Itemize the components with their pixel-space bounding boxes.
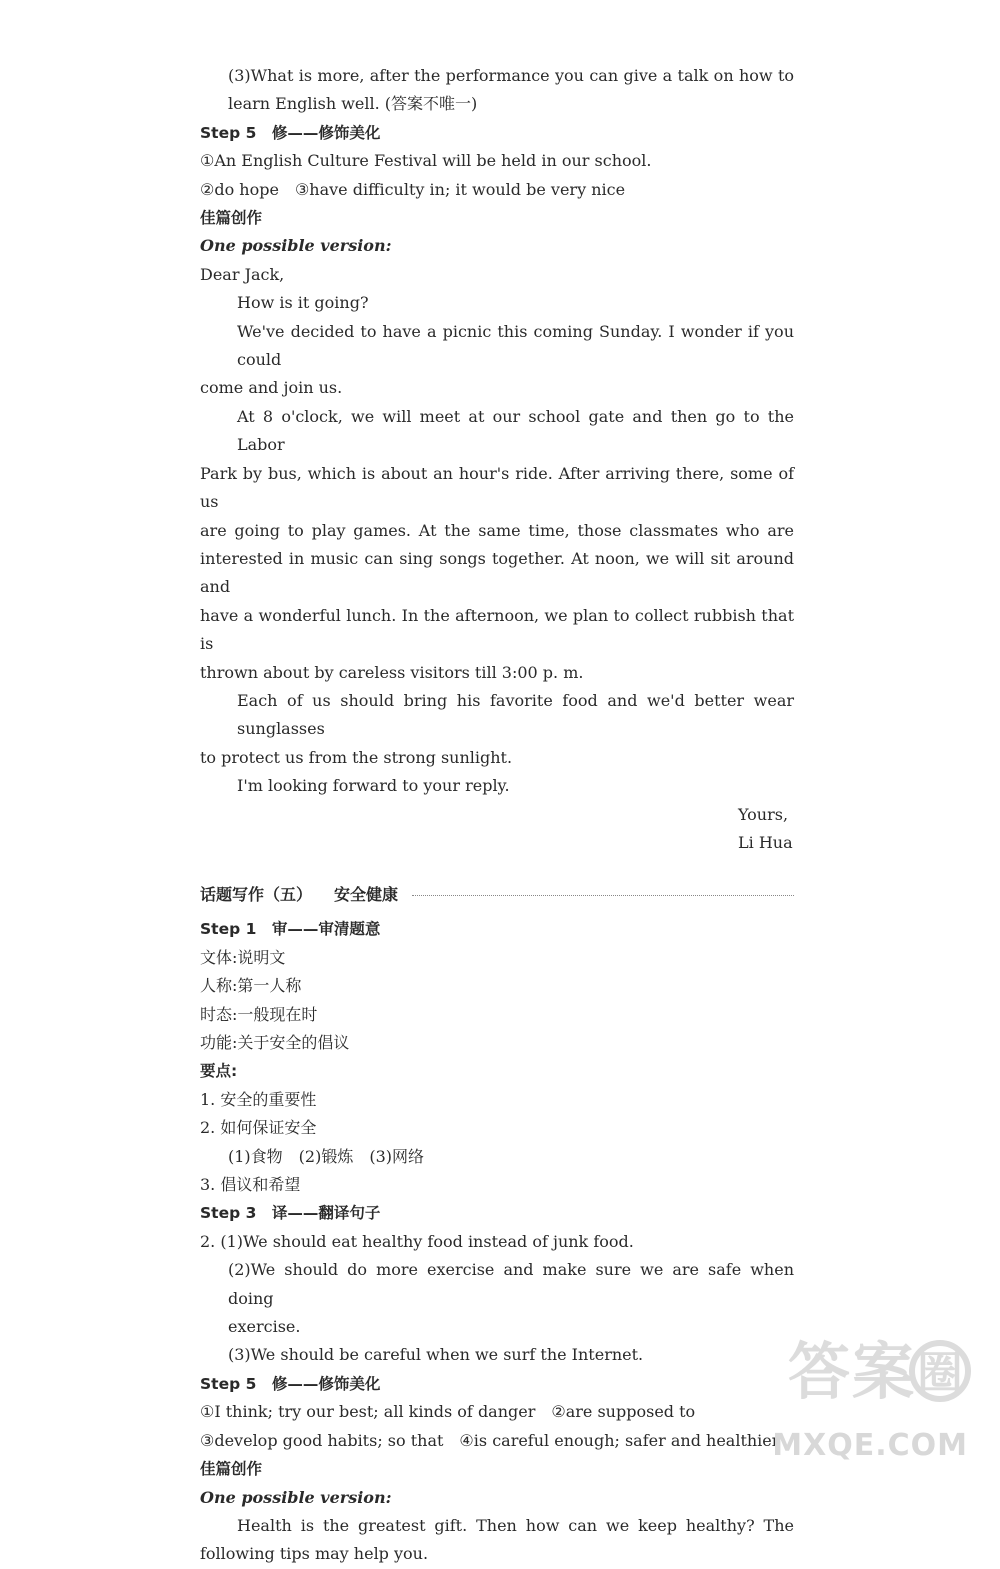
answer-line: (3)We should be careful when we surf the Internet.	[228, 1345, 644, 1365]
watermark	[772, 1323, 972, 1463]
letter-line: thrown about by careless visitors till 3:00 p. m.	[200, 662, 584, 682]
step-heading: Step 3 译——翻译句子	[200, 1204, 381, 1223]
letter-line: interested in music can sing songs together. At noon, we will sit around and	[200, 548, 794, 597]
key-point: 2. 如何保证安全	[200, 1118, 317, 1138]
key-point: 1. 安全的重要性	[200, 1089, 317, 1109]
info-line: 功能:关于安全的倡议	[200, 1033, 350, 1052]
answer-line: (2)We should do more exercise and make sure we are safe when doing	[228, 1260, 794, 1308]
watermark-logo-icon	[782, 1323, 972, 1413]
answer-line: ③develop good habits; so that ④is careful enough; safer and healthier	[200, 1430, 780, 1450]
answer-line: learn English well. (答案不唯一)	[228, 94, 478, 114]
letter-line: How is it going?	[237, 293, 369, 313]
dotted-rule	[412, 895, 794, 896]
step-heading: Step 5 修——修饰美化	[200, 1374, 381, 1393]
letter-line: Each of us should bring his favorite food and we'd better wear sunglasses	[237, 690, 794, 739]
version-label: One possible version:	[200, 236, 392, 256]
page-content	[200, 62, 794, 1569]
closing-text: Yours,	[738, 804, 789, 824]
info-line: 人称:第一人称	[200, 976, 302, 996]
letter-signature	[200, 829, 794, 857]
section-title-theme: 安全健康	[334, 884, 399, 904]
letter-line: Park by bus, which is about an hour's ride. After arriving there, some of us	[200, 463, 794, 512]
key-points-label: 要点:	[200, 1062, 238, 1081]
svg-text:圈: 圈	[917, 1346, 963, 1400]
answer-line: ①I think; try our best; all kinds of danger ②are supposed to	[200, 1402, 696, 1422]
step-heading: Step 5 修——修饰美化	[200, 123, 381, 142]
section-title	[200, 882, 398, 905]
section-header	[200, 879, 794, 907]
signature-text: Li Hua	[738, 832, 793, 852]
answer-line: ①An English Culture Festival will be held in our school.	[200, 151, 652, 171]
answer-line: exercise.	[228, 1317, 301, 1337]
info-line: 时态:一般现在时	[200, 1004, 318, 1024]
letter-line: At 8 o'clock, we will meet at our school gate and then go to the Labor	[237, 406, 794, 455]
section-title-topic: 话题写作（五）	[200, 884, 313, 904]
letter-line: I'm looking forward to your reply.	[237, 776, 510, 796]
essay-line: following tips may help you.	[200, 1544, 429, 1564]
section-subheading: 佳篇创作	[200, 1460, 263, 1479]
essay-line: Health is the greatest gift. Then how can we keep healthy? The	[237, 1515, 794, 1535]
letter-line: to protect us from the strong sunlight.	[200, 747, 513, 767]
letter-line: We've decided to have a picnic this coming Sunday. I wonder if you could	[237, 321, 794, 370]
answer-line: 2. (1)We should eat healthy food instead of junk food.	[200, 1231, 634, 1251]
letter-line: come and join us.	[200, 378, 343, 398]
watermark-site: MXQE.COM	[772, 1428, 968, 1463]
answer-line: (3)What is more, after the performance you can give a talk on how to	[228, 66, 794, 85]
info-label: 文体:说明文	[200, 947, 286, 967]
section-subheading: 佳篇创作	[200, 209, 263, 228]
letter-closing	[200, 801, 794, 829]
version-label: One possible version:	[200, 1487, 392, 1507]
letter-greeting: Dear Jack,	[200, 264, 285, 284]
key-point-sub: (1)食物 (2)锻炼 (3)网络	[228, 1146, 424, 1166]
letter-line: have a wonderful lunch. In the afternoon, we plan to collect rubbish that is	[200, 605, 794, 654]
answer-line: ②do hope ③have difficulty in; it would be very nice	[200, 179, 626, 199]
svg-text:答案: 答案	[788, 1335, 917, 1408]
key-point: 3. 倡议和希望	[200, 1175, 301, 1195]
step-heading: Step 1 审——审清题意	[200, 920, 381, 939]
letter-line: are going to play games. At the same time, those classmates who are	[200, 520, 794, 540]
info-line	[200, 944, 794, 972]
